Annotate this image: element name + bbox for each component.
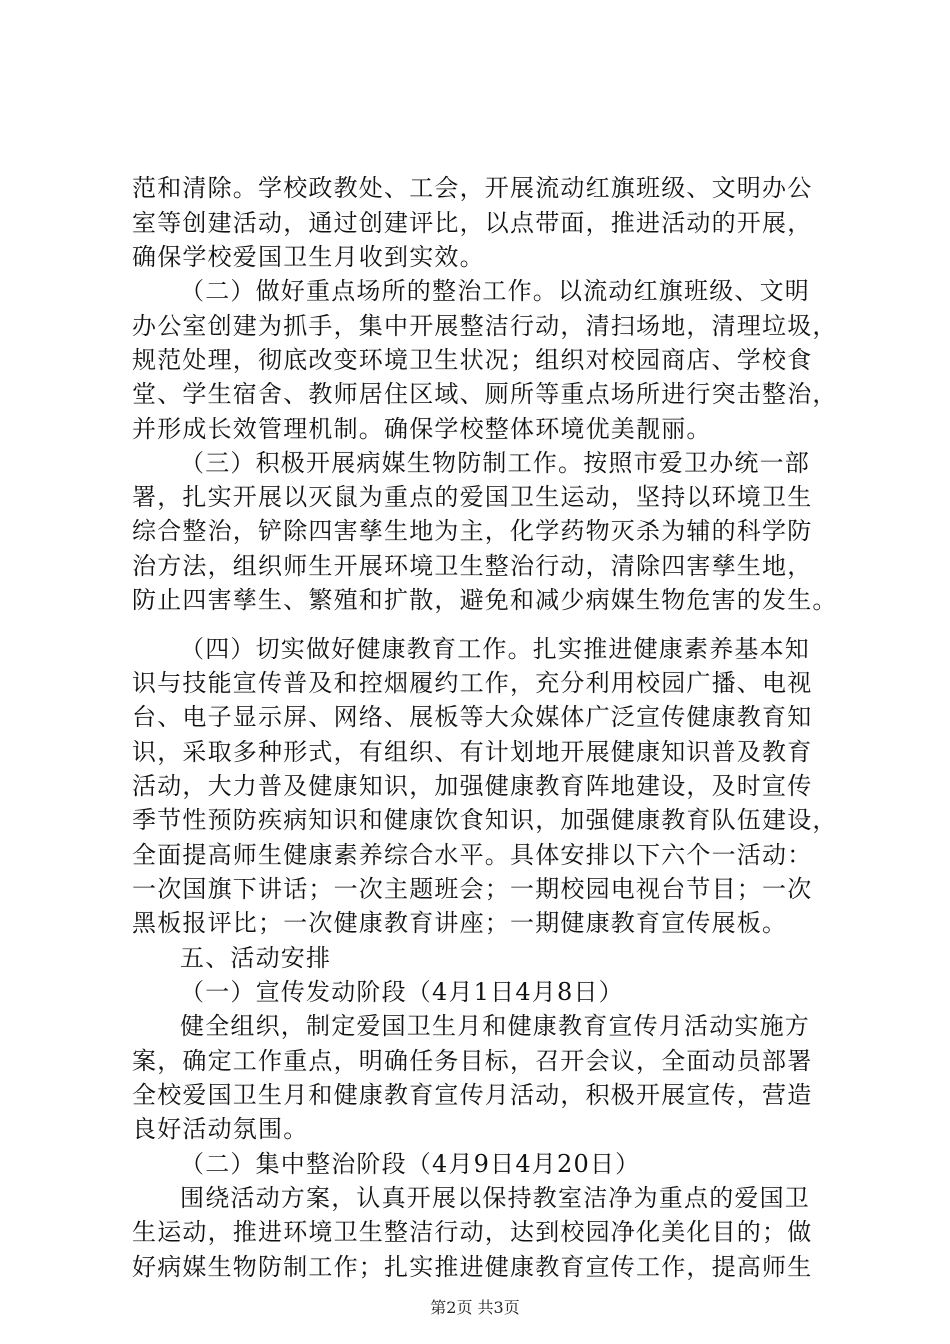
text-line: 署，扎实开展以灭鼠为重点的爱国卫生运动，坚持以环境卫生 — [132, 483, 813, 511]
page-number: 第2页 共3页 — [430, 1298, 520, 1317]
text-line: 并形成长效管理机制。确保学校整体环境优美靓丽。 — [132, 415, 712, 443]
text-line: 办公室创建为抓手，集中开展整洁行动，清扫场地，清理垃圾， — [132, 312, 838, 340]
text-line: 全校爱国卫生月和健康教育宣传月活动，积极开展宣传，营造 — [132, 1081, 813, 1109]
text-line: （四）切实做好健康教育工作。扎实推进健康素养基本知 — [180, 635, 810, 663]
subsection-heading: （一）宣传发动阶段（4月1日4月8日） — [180, 978, 624, 1006]
text-line: 治方法，组织师生开展环境卫生整治行动，清除四害孳生地， — [132, 552, 813, 580]
text-line: 活动，大力普及健康知识，加强健康教育阵地建设，及时宣传 — [132, 772, 813, 800]
text-line: 季节性预防疾病知识和健康饮食知识，加强健康教育队伍建设， — [132, 806, 838, 834]
text-line: 良好活动氛围。 — [132, 1115, 309, 1143]
text-line: 围绕活动方案，认真开展以保持教室洁净为重点的爱国卫 — [180, 1184, 810, 1212]
text-line: 识与技能宣传普及和控烟履约工作，充分利用校园广播、电视 — [132, 669, 813, 697]
text-line: 堂、学生宿舍、教师居住区域、厕所等重点场所进行突击整治， — [132, 380, 838, 408]
text-line: 确保学校爱国卫生月收到实效。 — [132, 243, 485, 271]
text-line: （二）做好重点场所的整治工作。以流动红旗班级、文明 — [180, 277, 810, 305]
text-line: 生运动，推进环境卫生整洁行动，达到校园净化美化目的；做 — [132, 1218, 813, 1246]
text-line: 综合整治，铲除四害孳生地为主，化学药物灭杀为辅的科学防 — [132, 517, 813, 545]
section-heading: 五、活动安排 — [180, 944, 332, 972]
text-line: 范和清除。学校政教处、工会，开展流动红旗班级、文明办公 — [132, 174, 813, 202]
text-line: 室等创建活动，通过创建评比，以点带面，推进活动的开展， — [132, 209, 813, 237]
text-line: 黑板报评比；一次健康教育讲座；一期健康教育宣传展板。 — [132, 909, 788, 937]
text-line: （三）积极开展病媒生物防制工作。按照市爱卫办统一部 — [180, 449, 810, 477]
text-line: 全面提高师生健康素养综合水平。具体安排以下六个一活动： — [132, 841, 813, 869]
text-line: 规范处理，彻底改变环境卫生状况；组织对校园商店、学校食 — [132, 346, 813, 374]
text-line: 一次国旗下讲话；一次主题班会；一期校园电视台节目；一次 — [132, 875, 813, 903]
text-line: 台、电子显示屏、网络、展板等大众媒体广泛宣传健康教育知 — [132, 703, 813, 731]
subsection-heading: （二）集中整治阶段（4月9日4月20日） — [180, 1150, 641, 1178]
text-line: 好病媒生物防制工作；扎实推进健康教育宣传工作，提高师生 — [132, 1253, 813, 1281]
text-line: 识，采取多种形式，有组织、有计划地开展健康知识普及教育 — [132, 738, 813, 766]
text-line: 防止四害孳生、繁殖和扩散，避免和减少病媒生物危害的发生。 — [132, 586, 838, 614]
text-line: 健全组织，制定爱国卫生月和健康教育宣传月活动实施方 — [180, 1012, 810, 1040]
text-line: 案，确定工作重点，明确任务目标，召开会议，全面动员部署 — [132, 1047, 813, 1075]
